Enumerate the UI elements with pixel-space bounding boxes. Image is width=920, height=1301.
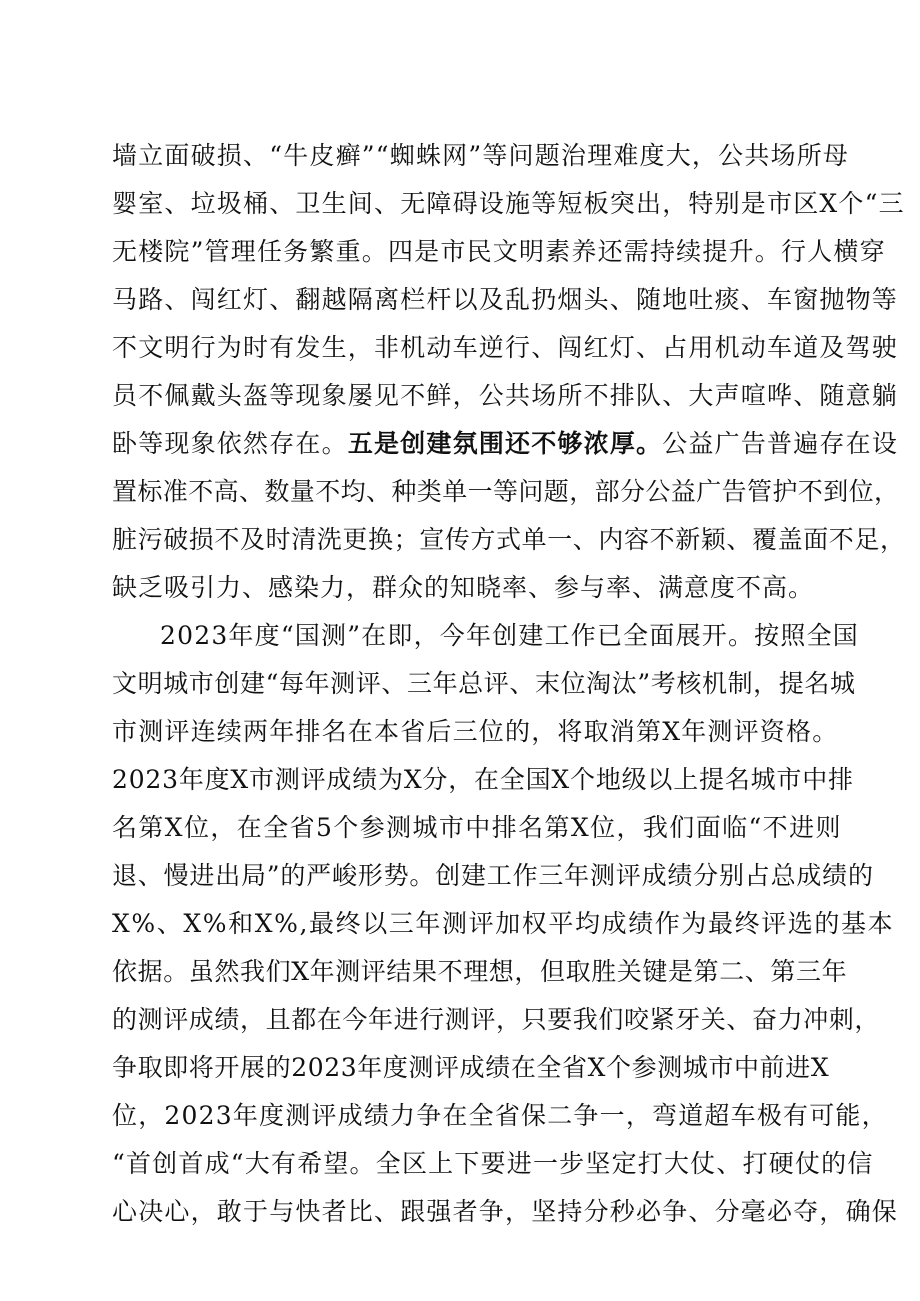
text-line: 置标准不高、数量不均、种类单一等问题，部分公益广告管护不到位， (112, 477, 900, 506)
text-line: “首创首成“大有希望。全区上下要进一步坚定打大仗、打硬仗的信 (112, 1149, 874, 1178)
text-line: 名第X位，在全省5个参测城市中排名第X位，我们面临“不进则 (112, 813, 842, 842)
bold-heading-span: 五是创建氛围还不够浓厚。 (347, 429, 663, 458)
text-line: 墙立面破损、“牛皮癣”“蜘蛛网”等问题治理难度大，公共场所母 (112, 141, 850, 170)
text-span: 卧等现象依然存在。 (112, 429, 348, 458)
text-line: 争取即将开展的2023年度测评成绩在全省X个参测城市中前进X (112, 1053, 830, 1082)
text-line: 市测评连续两年排名在本省后三位的，将取消第X年测评资格。 (112, 717, 839, 746)
text-line: 的测评成绩，且都在今年进行测评，只要我们咬紧牙关、奋力冲刺， (112, 1005, 881, 1034)
text-line: 2023年度X市测评成绩为X分，在全国X个地级以上提名城市中排 (112, 765, 854, 794)
text-line: 退、慢进出局”的严峻形势。创建工作三年测评成绩分别占总成绩的 (112, 861, 874, 890)
text-line: 员不佩戴头盔等现象屡见不鲜，公共场所不排队、大声喧哗、随意躺 (112, 381, 899, 410)
text-line: 脏污破损不及时清洗更换；宣传方式单一、内容不新颖、覆盖面不足， (112, 525, 906, 554)
text-line: 依据。虽然我们X年测评结果不理想，但取胜关键是第二、第三年 (112, 957, 848, 986)
text-line: 缺乏吸引力、感染力，群众的知晓率、参与率、满意度不高。 (112, 573, 815, 602)
text-line-with-bold (112, 424, 898, 464)
paragraph-first-line: 2023年度“国测”在即，今年创建工作已全面展开。按照全国 (160, 621, 859, 650)
text-line: X%、X%和X%,最终以三年测评加权平均成绩作为最终评选的基本 (112, 909, 895, 938)
text-line: 位，2023年度测评成绩力争在全省保二争一，弯道超车极有可能， (112, 1101, 888, 1130)
text-line: 文明城市创建“每年测评、三年总评、末位淘汰”考核机制，提名城 (112, 669, 856, 698)
text-line: 无楼院”管理任务繁重。四是市民文明素养还需持续提升。行人横穿 (112, 237, 886, 266)
text-line: 心决心，敢于与快者比、跟强者争，坚持分秒必争、分毫必夺，确保 (112, 1197, 899, 1226)
text-line: 婴室、垃圾桶、卫生间、无障碍设施等短板突出，特别是市区X个“三 (112, 189, 905, 218)
text-span: 公益广告普遍存在设 (662, 429, 899, 458)
text-line: 不文明行为时有发生，非机动车逆行、闯红灯、占用机动车道及驾驶 (112, 333, 899, 362)
text-line: 马路、闯红灯、翻越隔离栏杆以及乱扔烟头、随地吐痰、车窗抛物等 (112, 285, 899, 314)
